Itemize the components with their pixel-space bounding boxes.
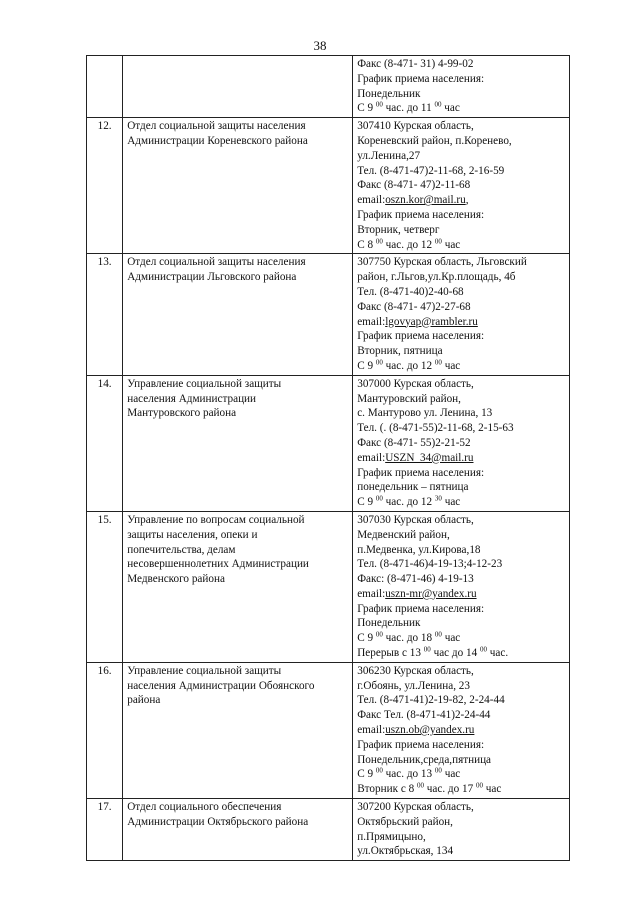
row-number: 15. (87, 511, 123, 662)
organization-name (123, 375, 353, 511)
schedule-hours (357, 101, 565, 116)
contact-line: с. Мантурово ул. Ленина, 13 (357, 407, 493, 420)
hours-text: час (441, 768, 461, 781)
organization-name (123, 254, 353, 375)
contact-line: Тел. (8-471-41)2-19-82, 2-24-44 (357, 694, 505, 707)
email-label: email: (357, 451, 386, 464)
contact-line: 307750 Курская область, Льговский (357, 256, 527, 269)
contact-line: п.Медвенка, ул.Кирова,18 (357, 543, 481, 556)
hours-text: час. до 17 (423, 783, 476, 796)
schedule-hours (357, 646, 565, 661)
contact-line: 307030 Курская область, (357, 513, 474, 526)
organization-name-line: Управление социальной защиты (127, 377, 282, 390)
organization-name-line: Мантуровского района (127, 407, 237, 420)
email-line (357, 587, 565, 602)
minutes-superscript: 00 (375, 100, 383, 109)
schedule-hours (357, 238, 565, 253)
minutes-superscript: 00 (375, 358, 383, 367)
email-label: email: (357, 587, 386, 600)
email-label: email: (357, 194, 386, 207)
row-number: 14. (87, 375, 123, 511)
table-row (87, 118, 570, 254)
contact-info (353, 511, 570, 662)
hours-text: час. до 12 (382, 496, 435, 509)
hours-text: час (483, 783, 502, 796)
organization-name-line: Администрации Кореневского района (127, 134, 308, 147)
schedule-hours (357, 782, 565, 797)
minutes-superscript: 00 (416, 781, 424, 790)
schedule-hours (357, 495, 565, 510)
contact-line: 306230 Курская область, (357, 664, 474, 677)
organization-name-line: Администрации Октябрьского района (127, 815, 309, 828)
contact-line: Факс (8-471- 31) 4-99-02 (357, 58, 474, 70)
row-number: 17. (87, 799, 123, 861)
row-number (87, 56, 123, 118)
contact-line: понедельник – пятница (357, 481, 469, 494)
contact-line: Медвенский район, (357, 528, 450, 541)
email-link[interactable]: USZN_34@mail.ru (385, 451, 474, 464)
email-suffix: , (465, 194, 469, 207)
contact-line: График приема населения: (357, 72, 485, 85)
contact-line: Факс (8-471- 47)2-27-68 (357, 300, 471, 313)
email-line (357, 723, 565, 738)
hours-text: Перерыв с 13 (357, 647, 424, 660)
organization-name-line: населения Администрации Обоянского (127, 679, 315, 692)
contact-info (353, 56, 570, 118)
minutes-superscript: 00 (434, 766, 442, 775)
contact-line: 307000 Курская область, (357, 377, 474, 390)
email-link[interactable]: oszn.kor@mail.ru (385, 194, 466, 207)
hours-text: час (441, 238, 461, 251)
contacts-table (86, 55, 570, 861)
minutes-superscript: 00 (375, 766, 383, 775)
organization-name-line: Управление социальной защиты (127, 664, 282, 677)
contact-line: ул.Октябрьская, 134 (357, 845, 454, 858)
minutes-superscript: 00 (375, 236, 383, 245)
minutes-superscript: 00 (434, 100, 442, 109)
table-row (87, 56, 570, 118)
minutes-superscript: 00 (434, 630, 442, 639)
hours-text: С 9 (357, 359, 376, 372)
contact-line: 307200 Курская область, (357, 801, 474, 814)
contact-line: Тел. (8-471-46)4-19-13;4-12-23 (357, 558, 503, 571)
contact-line: Тел. (. (8-471-55)2-11-68, 2-15-63 (357, 422, 514, 435)
hours-text: Вторник с 8 (357, 783, 417, 796)
minutes-superscript: 00 (434, 358, 442, 367)
table-row (87, 662, 570, 798)
organization-name-line: Отдел социального обеспечения (127, 801, 282, 814)
contact-line: Тел. (8-471-40)2-40-68 (357, 285, 464, 298)
hours-text: С 8 (357, 238, 376, 251)
organization-name-line: защиты населения, опеки и (127, 528, 258, 541)
row-number: 12. (87, 118, 123, 254)
hours-text: С 9 (357, 496, 376, 509)
contact-info (353, 799, 570, 861)
organization-name-line: Отдел социальной защиты населения (127, 120, 306, 133)
organization-name (123, 799, 353, 861)
contact-line: Понедельник (357, 617, 421, 630)
hours-text: час до 14 (430, 647, 480, 660)
contact-line: г.Обоянь, ул.Ленина, 23 (357, 679, 470, 692)
organization-name-line: района (127, 694, 161, 707)
email-link[interactable]: uszn.ob@yandex.ru (385, 724, 475, 737)
contact-info (353, 662, 570, 798)
minutes-superscript: 00 (375, 630, 383, 639)
minutes-superscript: 30 (434, 494, 442, 503)
organization-name-line: Отдел социальной защиты населения (127, 256, 306, 269)
contact-line: Факс (8-471- 55)2-21-52 (357, 436, 471, 449)
contact-line: ул.Ленина,27 (357, 149, 421, 162)
email-link[interactable]: lgovyap@rambler.ru (385, 315, 478, 328)
hours-text: час. (486, 647, 509, 660)
contact-line: Понедельник (357, 87, 421, 100)
organization-name (123, 511, 353, 662)
email-line (357, 193, 565, 208)
schedule-hours (357, 631, 565, 646)
hours-text: час. до 11 (382, 102, 435, 115)
schedule-hours (357, 767, 565, 782)
contact-line: Кореневский район, п.Коренево, (357, 134, 512, 147)
minutes-superscript: 00 (479, 645, 487, 654)
organization-name (123, 118, 353, 254)
contact-info (353, 375, 570, 511)
email-label: email: (357, 315, 386, 328)
schedule-hours (357, 359, 565, 374)
contact-line: Факс Тел. (8-471-41)2-24-44 (357, 709, 491, 722)
contact-line: Вторник, четверг (357, 223, 440, 236)
contact-line: 307410 Курская область, (357, 120, 474, 133)
hours-text: С 9 (357, 768, 376, 781)
contact-line: п.Прямицыно, (357, 830, 426, 843)
hours-text: час (441, 496, 461, 509)
contact-line: район, г.Льгов,ул.Кр.площадь, 4б (357, 271, 516, 284)
contact-line: Понедельник,среда,пятница (357, 753, 492, 766)
organization-name (123, 662, 353, 798)
email-label: email: (357, 724, 386, 737)
hours-text: час. до 13 (382, 768, 435, 781)
table-row (87, 375, 570, 511)
contact-line: График приема населения: (357, 738, 485, 751)
contact-line: График приема населения: (357, 208, 485, 221)
email-link[interactable]: uszn-mr@yandex.ru (385, 587, 477, 600)
contact-line: Факс (8-471- 47)2-11-68 (357, 179, 471, 192)
contact-info (353, 118, 570, 254)
contact-line: Мантуровский район, (357, 392, 461, 405)
hours-text: час. до 12 (382, 238, 435, 251)
contact-line: График приема населения: (357, 466, 485, 479)
organization-name-line: населения Администрации (127, 392, 257, 405)
table-row (87, 799, 570, 861)
contact-info (353, 254, 570, 375)
minutes-superscript: 00 (375, 494, 383, 503)
contact-line: График приема населения: (357, 330, 485, 343)
row-number: 16. (87, 662, 123, 798)
hours-text: час (441, 632, 461, 645)
contact-line: Тел. (8-471-47)2-11-68, 2-16-59 (357, 164, 505, 177)
organization-name-line: Администрации Льговского района (127, 271, 297, 284)
organization-name (123, 56, 353, 118)
minutes-superscript: 00 (434, 236, 442, 245)
organization-name-line: Управление по вопросам социальной (127, 513, 305, 526)
minutes-superscript: 00 (476, 781, 483, 790)
email-line (357, 315, 565, 330)
organization-name-line: попечительства, делам (127, 543, 236, 556)
hours-text: час. до 12 (382, 359, 435, 372)
table-row (87, 254, 570, 375)
email-line (357, 451, 565, 466)
hours-text: час (441, 102, 460, 115)
contact-line: График приема населения: (357, 602, 485, 615)
organization-name-line: несовершеннолетних Администрации (127, 558, 309, 571)
contact-line: Факс: (8-471-46) 4-19-13 (357, 573, 474, 586)
row-number: 13. (87, 254, 123, 375)
hours-text: час (441, 359, 461, 372)
organization-name-line: Медвенского района (127, 573, 225, 586)
table-row (87, 511, 570, 662)
contacts-table-body (87, 56, 570, 861)
minutes-superscript: 00 (423, 645, 431, 654)
hours-text: С 9 (357, 102, 376, 115)
contact-line: Вторник, пятница (357, 345, 443, 358)
hours-text: С 9 (357, 632, 376, 645)
page-number: 38 (313, 38, 327, 53)
contact-line: Октябрьский район, (357, 815, 453, 828)
hours-text: час. до 18 (382, 632, 435, 645)
